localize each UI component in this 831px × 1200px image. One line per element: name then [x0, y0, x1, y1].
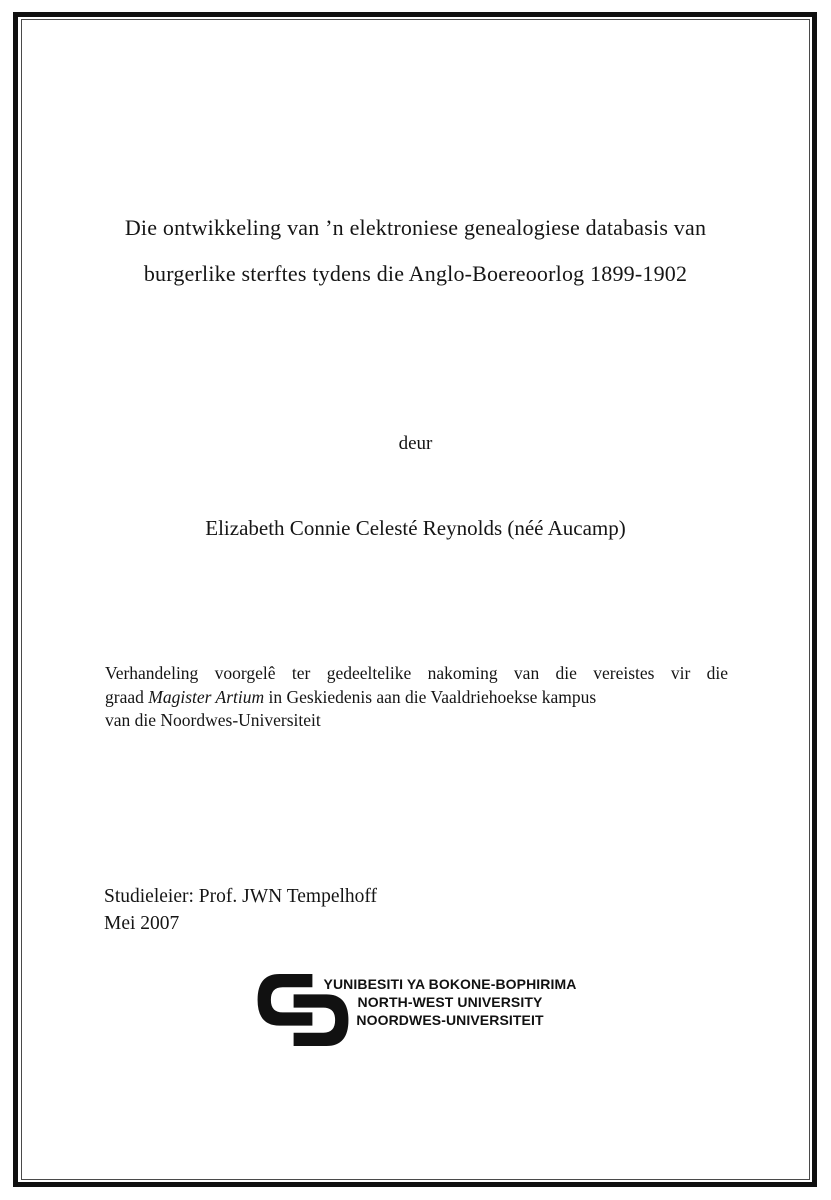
university-name-english: NORTH-WEST UNIVERSITY [357, 994, 543, 1010]
thesis-title-line-2: burgerlike sterftes tydens die Anglo-Boereoorlog 1899-1902 [143, 261, 688, 286]
author-name: Elizabeth Connie Celesté Reynolds (néé Aucamp) [205, 516, 626, 540]
thesis-title [40, 205, 791, 297]
supervisor-line: Studieleier: Prof. JWN Tempelhoff [104, 886, 378, 907]
degree-statement-line-3: van die Noordwes-Universiteit [105, 710, 321, 730]
degree-statement-line-1: Verhandeling voorgelê ter gedeeltelike nakoming van die vereistes vir die [105, 663, 728, 683]
degree-name-italic: Magister Artium [148, 686, 265, 707]
date-line: Mei 2007 [104, 912, 180, 934]
supervisor-block [104, 884, 377, 937]
degree-statement-line-2: graad Magister Artium in Geskiedenis aan die Vaaldriehoekse kampus [105, 686, 597, 707]
university-name-afrikaans: NOORDWES-UNIVERSITEIT [356, 1012, 544, 1028]
degree-statement [105, 662, 728, 733]
university-logo [256, 972, 578, 1048]
university-logo-text [322, 975, 578, 1029]
university-name-setswana: YUNIBESITI YA BOKONE-BOPHIRIMA [323, 976, 577, 992]
byline-label: deur [398, 433, 433, 454]
thesis-title-line-1: Die ontwikkeling van ’n elektroniese genealogiese databasis van [124, 215, 707, 240]
